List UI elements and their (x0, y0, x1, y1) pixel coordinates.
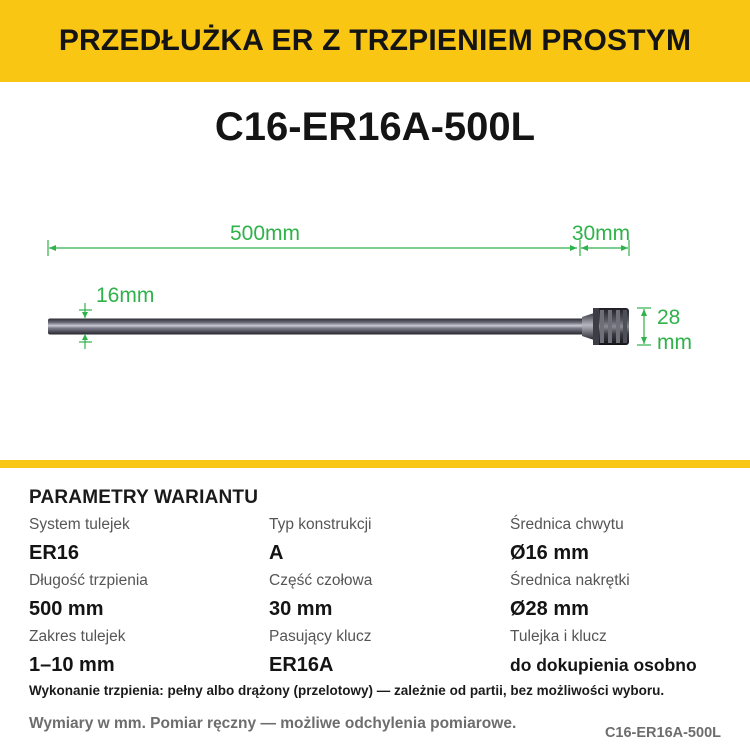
param-construction-type (269, 516, 372, 566)
param-value: Ø28 mm (510, 598, 589, 620)
param-value: 30 mm (269, 598, 333, 620)
param-value: 500 mm (29, 598, 104, 620)
param-label: Tulejka i klucz (510, 628, 607, 645)
param-label: Zakres tulejek (29, 628, 126, 645)
param-wrench (269, 628, 372, 678)
param-value: ER16 (29, 542, 80, 564)
label-shank-diameter: 16mm (96, 284, 155, 307)
param-value: 1–10 mm (29, 654, 115, 676)
section-divider (0, 460, 750, 468)
collet-nut (593, 308, 629, 345)
shank-note: Wykonanie trzpienia: pełny albo drążony (przelotowy) — zależnie od partii, bez możliwości wyboru. (29, 683, 665, 698)
param-label: System tulejek (29, 516, 130, 533)
params-title: PARAMETRY WARIANTU (29, 487, 259, 508)
tool-neck (582, 313, 594, 340)
banner-title: PRZEDŁUŻKA ER Z TRZPIENIEM PROSTYM (58, 24, 692, 57)
label-nut-diameter-unit: mm (657, 331, 692, 354)
param-collet-system (29, 516, 130, 566)
param-label: Średnica chwytu (510, 516, 624, 533)
param-nut-diameter (510, 572, 630, 622)
param-collet-and-wrench (510, 628, 697, 678)
param-label: Średnica nakrętki (510, 572, 630, 589)
param-shank-length (29, 572, 148, 622)
footer-model-code: C16-ER16A-500L (604, 725, 721, 741)
param-label: Część czołowa (269, 572, 373, 589)
param-label: Długość trzpienia (29, 572, 148, 589)
dim-nut-diameter (637, 308, 651, 345)
param-label: Typ konstrukcji (269, 516, 372, 533)
param-value: Ø16 mm (510, 542, 589, 564)
param-collet-range (29, 628, 125, 678)
model-title: C16-ER16A-500L (214, 105, 536, 149)
label-head-length: 30mm (571, 222, 631, 245)
param-value: A (269, 542, 284, 564)
dim-shank-length (48, 240, 577, 256)
tool-shank (48, 319, 586, 335)
param-value: ER16A (269, 654, 334, 676)
label-nut-diameter-value: 28 (657, 306, 681, 329)
measurement-disclaimer: Wymiary w mm. Pomiar ręczny — możliwe odchylenia pomiarowe. (29, 715, 517, 732)
param-value: do dokupienia osobno (510, 655, 697, 675)
param-head-length (269, 572, 372, 622)
label-shank-length: 500mm (229, 222, 301, 245)
param-label: Pasujący klucz (269, 628, 372, 645)
param-shank-diameter (510, 516, 624, 566)
